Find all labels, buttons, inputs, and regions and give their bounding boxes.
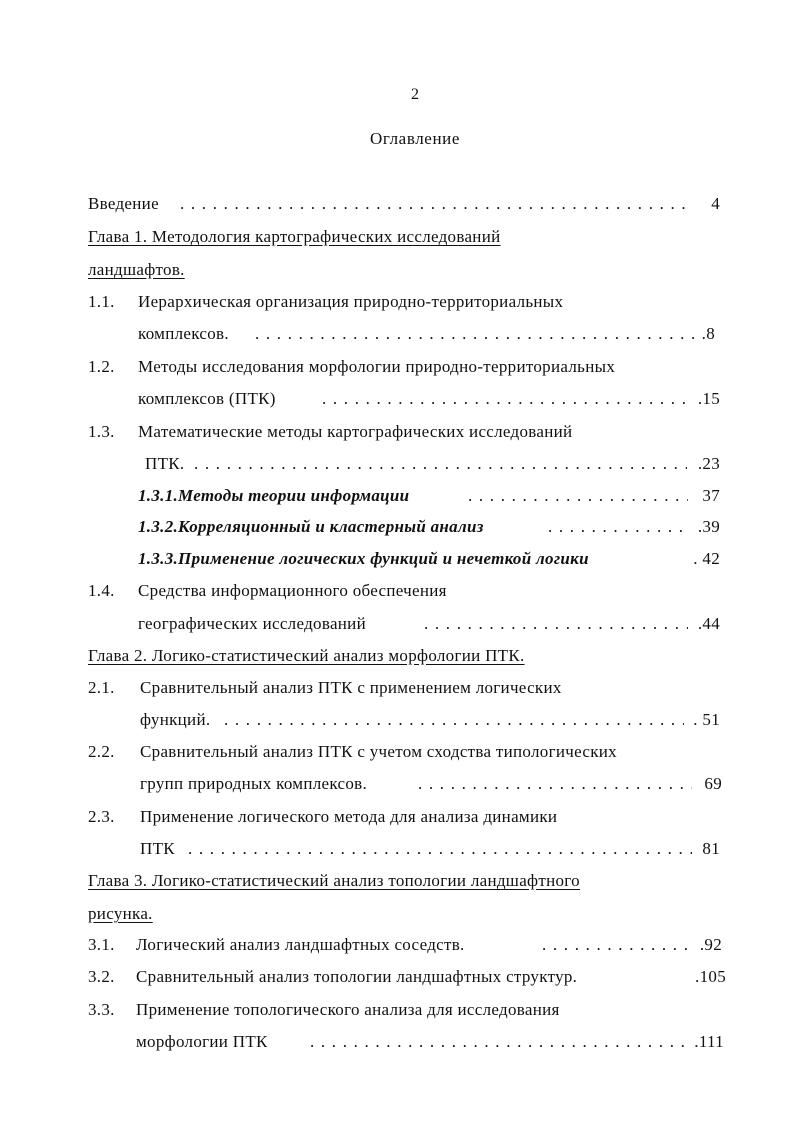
section-number: 1.4. <box>88 581 115 600</box>
toc-entry-2-3[interactable] <box>0 806 720 828</box>
toc-entry-2-3-cont[interactable] <box>0 838 720 860</box>
toc-entry-text-cont: ПТК. <box>145 454 185 473</box>
toc-page-ref: 37 <box>702 486 720 505</box>
leader-dots <box>468 485 688 507</box>
toc-subentry-text: 1.3.1.Методы теории информации <box>138 486 410 505</box>
toc-entry-text-cont: функций. <box>140 710 211 729</box>
leader-dots <box>188 838 692 860</box>
toc-subentry-text: 1.3.2.Корреляционный и кластерный анализ <box>138 517 484 536</box>
toc-entry-1-1[interactable] <box>0 291 720 313</box>
section-number: 1.3. <box>88 422 115 441</box>
section-number: 2.2. <box>88 742 115 761</box>
toc-entry-1-3-cont[interactable] <box>0 453 720 475</box>
toc-page-ref: .111 <box>694 1032 724 1051</box>
toc-entry-1-3-3[interactable] <box>0 548 720 570</box>
toc-entry-1-4-cont[interactable] <box>0 613 720 635</box>
toc-page-ref: . 42 <box>693 549 720 568</box>
chapter-title-cont: рисунка. <box>88 904 153 923</box>
toc-entry-text-cont: комплексов (ПТК) <box>138 389 276 408</box>
leader-dots <box>310 1031 684 1053</box>
page-title: Оглавление <box>370 129 460 148</box>
toc-page-ref: .105 <box>695 967 726 986</box>
toc-page-ref: .92 <box>699 935 722 954</box>
toc-entry-text: Логический анализ ландшафтных соседств. <box>136 935 465 954</box>
toc-entry-text-cont: комплексов. <box>138 324 229 343</box>
toc-page-ref: .23 <box>697 454 720 473</box>
toc-entry-2-1-cont[interactable] <box>0 709 720 731</box>
toc-entry-1-4[interactable] <box>0 580 720 602</box>
leader-dots <box>418 773 692 795</box>
toc-page-ref: .44 <box>697 614 720 633</box>
toc-page-ref: .39 <box>697 517 720 536</box>
toc-entry-1-3-2[interactable] <box>0 516 720 538</box>
section-number: 1.1. <box>88 292 115 311</box>
chapter-title-cont: ландшафтов. <box>88 260 185 279</box>
toc-entry-1-3-1[interactable] <box>0 485 720 507</box>
section-number: 2.1. <box>88 678 115 697</box>
toc-entry-text: Сравнительный анализ топологии ландшафтных структур. <box>136 967 578 986</box>
toc-entry-text: Иерархическая организация природно-территориальных <box>138 292 564 311</box>
toc-entry-1-3[interactable] <box>0 421 720 443</box>
page-number: 2 <box>411 86 419 103</box>
toc-entry-text: Применение топологического анализа для исследования <box>136 1000 560 1019</box>
toc-entry-3-3[interactable] <box>0 999 720 1021</box>
toc-entry-text-cont: ПТК <box>140 839 175 858</box>
toc-entry-text: Введение <box>88 194 159 213</box>
toc-entry-1-2-cont[interactable] <box>0 388 720 410</box>
toc-entry-text-cont: географических исследований <box>138 614 366 633</box>
toc-entry-text-cont: морфологии ПТК <box>136 1032 268 1051</box>
leader-dots <box>224 709 684 731</box>
chapter-title: Глава 3. Логико-статистический анализ топологии ландшафтного <box>88 871 580 890</box>
toc-subentry-text: 1.3.3.Применение логических функций и нечеткой логики <box>138 549 589 568</box>
toc-page-ref: .15 <box>697 389 720 408</box>
toc-page-ref: 81 <box>702 839 720 858</box>
leader-dots <box>322 388 688 410</box>
toc-entry-intro[interactable] <box>0 193 720 215</box>
chapter-title: Глава 1. Методология картографических исследований <box>88 227 501 246</box>
section-number: 3.3. <box>88 1000 115 1019</box>
toc-entry-text: Средства информационного обеспечения <box>138 581 447 600</box>
toc-entry-2-2[interactable] <box>0 741 727 763</box>
chapter-title: Глава 2. Логико-статистический анализ морфологии ПТК. <box>88 646 525 665</box>
toc-entry-3-2[interactable] <box>0 966 726 988</box>
toc-entry-3-1[interactable] <box>0 934 722 956</box>
section-number: 2.3. <box>88 807 115 826</box>
toc-entry-text: Применение логического метода для анализа динамики <box>140 807 558 826</box>
toc-entry-1-1-cont[interactable] <box>0 323 715 345</box>
toc-entry-3-3-cont[interactable] <box>0 1031 724 1053</box>
toc-entry-2-2-cont[interactable] <box>0 773 722 795</box>
leader-dots <box>194 453 687 475</box>
section-number: 1.2. <box>88 357 115 376</box>
leader-dots <box>424 613 688 635</box>
toc-entry-text: Методы исследования морфологии природно-территориальных <box>138 357 616 376</box>
toc-page-ref: 4 <box>711 194 720 213</box>
toc-entry-2-1[interactable] <box>0 677 720 699</box>
leader-dots <box>180 193 692 215</box>
section-number: 3.1. <box>88 935 115 954</box>
toc-entry-1-2[interactable] <box>0 356 720 378</box>
toc-page-ref: 69 <box>704 774 722 793</box>
toc-entry-text: Математические методы картографических исследований <box>138 422 573 441</box>
toc-entry-text-cont: групп природных комплексов. <box>140 774 368 793</box>
leader-dots <box>255 323 695 345</box>
toc-page-ref: . 51 <box>693 710 720 729</box>
section-number: 3.2. <box>88 967 115 986</box>
toc-page-ref: .8 <box>701 324 715 343</box>
toc-entry-text: Сравнительный анализ ПТК с учетом сходства типологических <box>140 742 617 761</box>
toc-entry-text: Сравнительный анализ ПТК с применением логических <box>140 678 562 697</box>
leader-dots <box>542 934 688 956</box>
leader-dots <box>548 516 688 538</box>
